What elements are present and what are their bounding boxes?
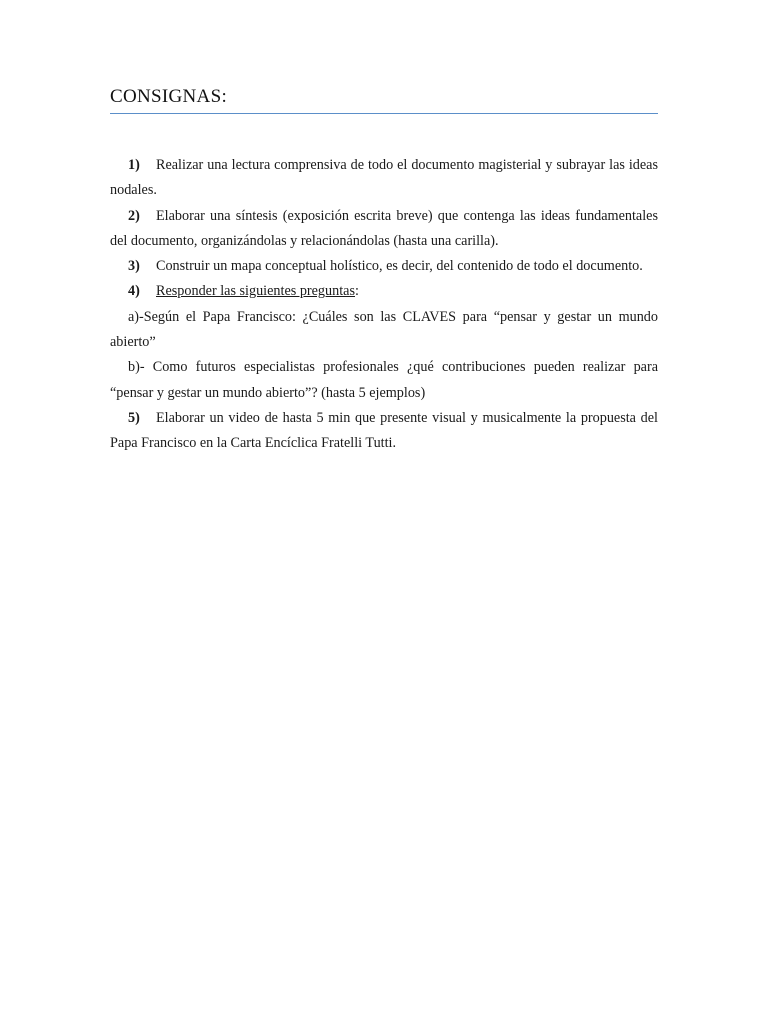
item-text-underlined: Responder las siguientes preguntas — [156, 283, 355, 300]
instruction-item-1 — [110, 153, 658, 204]
instructions-list — [110, 153, 658, 457]
document-heading: CONSIGNAS: — [110, 86, 228, 107]
item-number: 2) — [128, 207, 140, 224]
item-text-suffix: : — [354, 283, 359, 300]
item-text: b)- Como futuros especialistas profesionales ¿qué contribuciones pueden realizar para “pensar y gestar un mundo abierto”? (hasta 5 ejemplos) — [110, 359, 658, 401]
sub-question-a — [110, 305, 658, 356]
item-number: 3) — [128, 258, 140, 275]
item-number: 4) — [128, 283, 140, 300]
item-text: Construir un mapa conceptual holístico, es decir, del contenido de todo el documento. — [156, 258, 643, 275]
instruction-item-2 — [110, 204, 658, 255]
instruction-item-3 — [110, 254, 658, 279]
instruction-item-4 — [110, 279, 658, 304]
item-text: Realizar una lectura comprensiva de todo el documento magisterial y subrayar las ideas nodales. — [110, 157, 658, 199]
item-number: 1) — [128, 157, 140, 173]
instruction-item-5 — [110, 406, 658, 457]
item-text: a)-Según el Papa Francisco: ¿Cuáles son las CLAVES para “pensar y gestar un mundo abierto” — [110, 308, 658, 351]
item-text: Elaborar un video de hasta 5 min que presente visual y musicalmente la propuesta del Papa Francisco en la Carta Encíclica Fratelli Tutti. — [110, 409, 658, 452]
item-text: Elaborar una síntesis (exposición escrita breve) que contenga las ideas fundamentales del documento, organizándolas y relacionándolas (hasta una carilla). — [110, 207, 658, 249]
heading-underline — [110, 113, 658, 114]
item-number: 5) — [128, 409, 140, 426]
sub-question-b — [110, 355, 658, 406]
